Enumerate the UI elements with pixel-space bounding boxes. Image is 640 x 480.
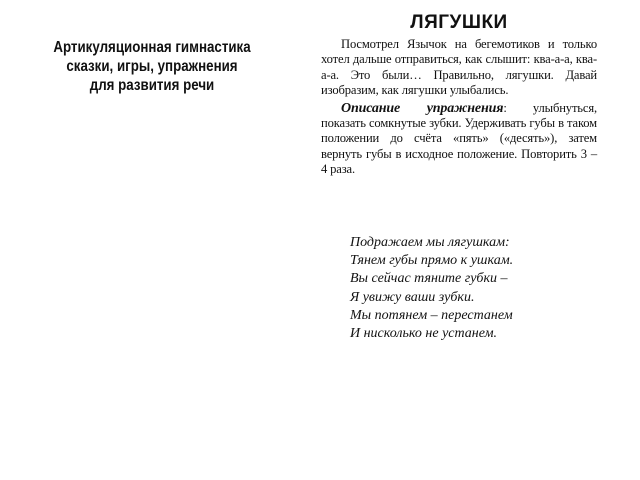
poem: [350, 234, 620, 343]
description-text: : улыбнуться, показать сомкнутые зубки. Удерживать губы в таком положении до счёта «пять» («десять»), затем вернуть губы в исходное положение. Повторить 3 – 4 раза.: [321, 100, 597, 177]
poem-line: Мы потянем – перестанем: [350, 307, 513, 323]
poem-line: Я увижу ваши зубки.: [350, 289, 475, 305]
exercise-section: [321, 12, 597, 178]
poem-line: Вы сейчас тяните губки –: [350, 271, 508, 287]
poem-line: Подражаем мы лягушкам:: [350, 235, 510, 250]
poem-line: Тянем губы прямо к ушкам.: [350, 253, 514, 269]
exercise-title: ЛЯГУШКИ: [410, 12, 508, 33]
poem-line: И нисколько не устанем.: [350, 326, 498, 342]
book-title-line: сказки, игры, упражнения: [66, 58, 238, 75]
description-paragraph: [321, 101, 597, 178]
book-title-line: для развития речи: [89, 77, 215, 94]
description-label: Описание упражнения: [341, 100, 504, 116]
book-title: [40, 38, 264, 95]
book-title-line: Артикуляционная гимнастика: [53, 39, 251, 56]
intro-paragraph: Посмотрел Язычок на бегемотиков и только хотел дальше отправиться, как слышит: ква-а-а, ква-а-а. Это были… Правильно, лягушки. Давай изобразим, как лягушки улыбались.: [321, 37, 597, 98]
